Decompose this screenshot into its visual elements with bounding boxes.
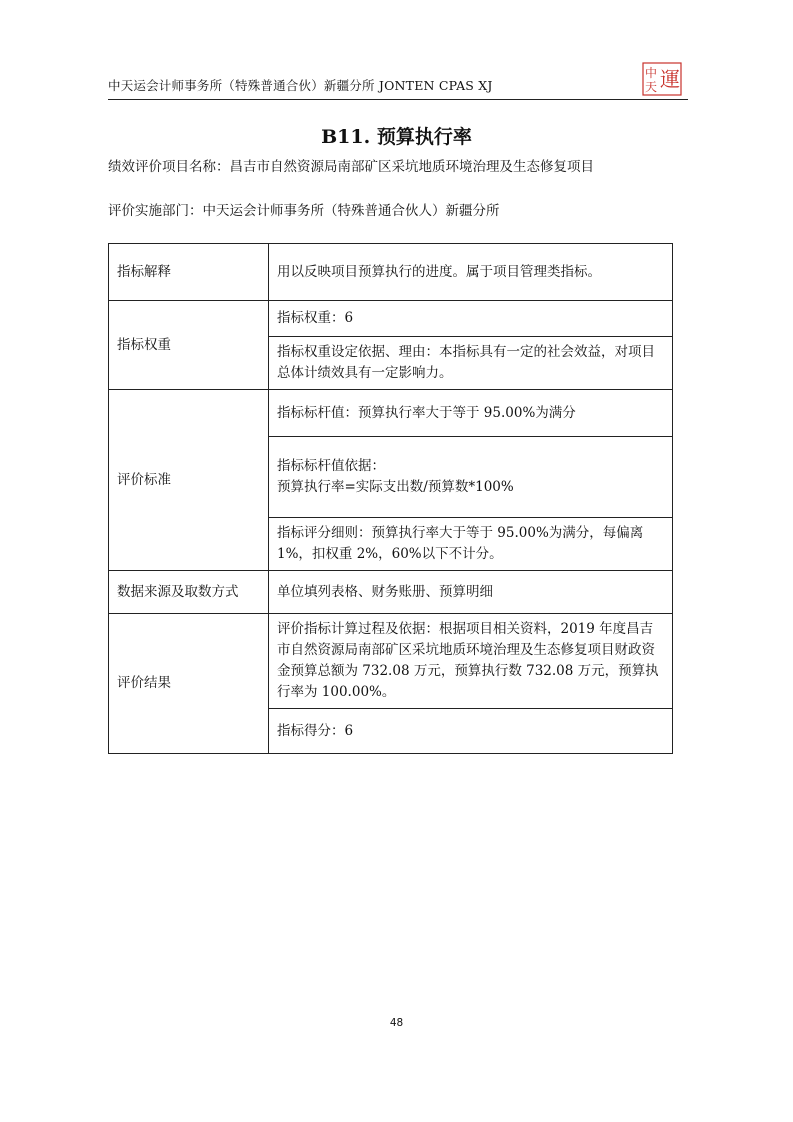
source-value: 单位填列表格、财务账册、预算明细: [269, 571, 673, 614]
scoring-detail: 指标评分细则：预算执行率大于等于 95.00%为满分，每偏离 1%，扣权重 2%，60%以下不计分。: [269, 518, 673, 571]
indicator-table: [108, 243, 673, 754]
weight-label: 指标权重: [109, 301, 269, 390]
header-rule: [108, 99, 688, 100]
explain-value: 用以反映项目预算执行的进度。属于项目管理类指标。: [269, 244, 673, 301]
page-header: [108, 68, 688, 98]
benchmark-basis-title: 指标标杆值依据：: [277, 458, 385, 474]
benchmark-basis-formula: 预算执行率=实际支出数/预算数*100%: [277, 479, 514, 495]
benchmark-basis: [269, 437, 673, 518]
header-text: 中天运会计师事务所（特殊普通合伙）新疆分所 JONTEN CPAS XJ: [108, 78, 493, 93]
table-row: [109, 614, 673, 709]
table-row: [109, 301, 673, 337]
explain-label: 指标解释: [109, 244, 269, 301]
company-logo: [642, 62, 682, 96]
weight-basis: 指标权重设定依据、理由：本指标具有一定的社会效益，对项目总体计绩效具有一定影响力。: [269, 337, 673, 390]
page-number: 48: [389, 1017, 404, 1029]
page-title: B11. 预算执行率: [321, 126, 472, 148]
seal-logo-icon: [642, 62, 682, 96]
logo-char-1: 中: [644, 66, 658, 80]
source-label: 数据来源及取数方式: [109, 571, 269, 614]
result-process: 评价指标计算过程及依据：根据项目相关资料，2019 年度昌吉市自然资源局南部矿区采坑地质环境治理及生态修复项目财政资金预算总额为 732.08 万元，预算执行数 732.08 万元，预算执行率为 100.00%。: [269, 614, 673, 709]
project-name-line: 绩效评价项目名称：昌吉市自然资源局南部矿区采坑地质环境治理及生态修复项目: [108, 159, 594, 175]
logo-char-2: 天: [644, 80, 658, 94]
benchmark-value: 指标标杆值：预算执行率大于等于 95.00%为满分: [269, 390, 673, 437]
criteria-label: 评价标准: [109, 390, 269, 571]
result-score: 指标得分：6: [269, 709, 673, 754]
table-row: [109, 244, 673, 301]
logo-char-3: 運: [660, 67, 680, 91]
table-row: [109, 390, 673, 437]
result-label: 评价结果: [109, 614, 269, 754]
department-line: 评价实施部门：中天运会计师事务所（特殊普通合伙人）新疆分所: [108, 203, 500, 219]
weight-value: 指标权重：6: [269, 301, 673, 337]
table-row: [109, 571, 673, 614]
